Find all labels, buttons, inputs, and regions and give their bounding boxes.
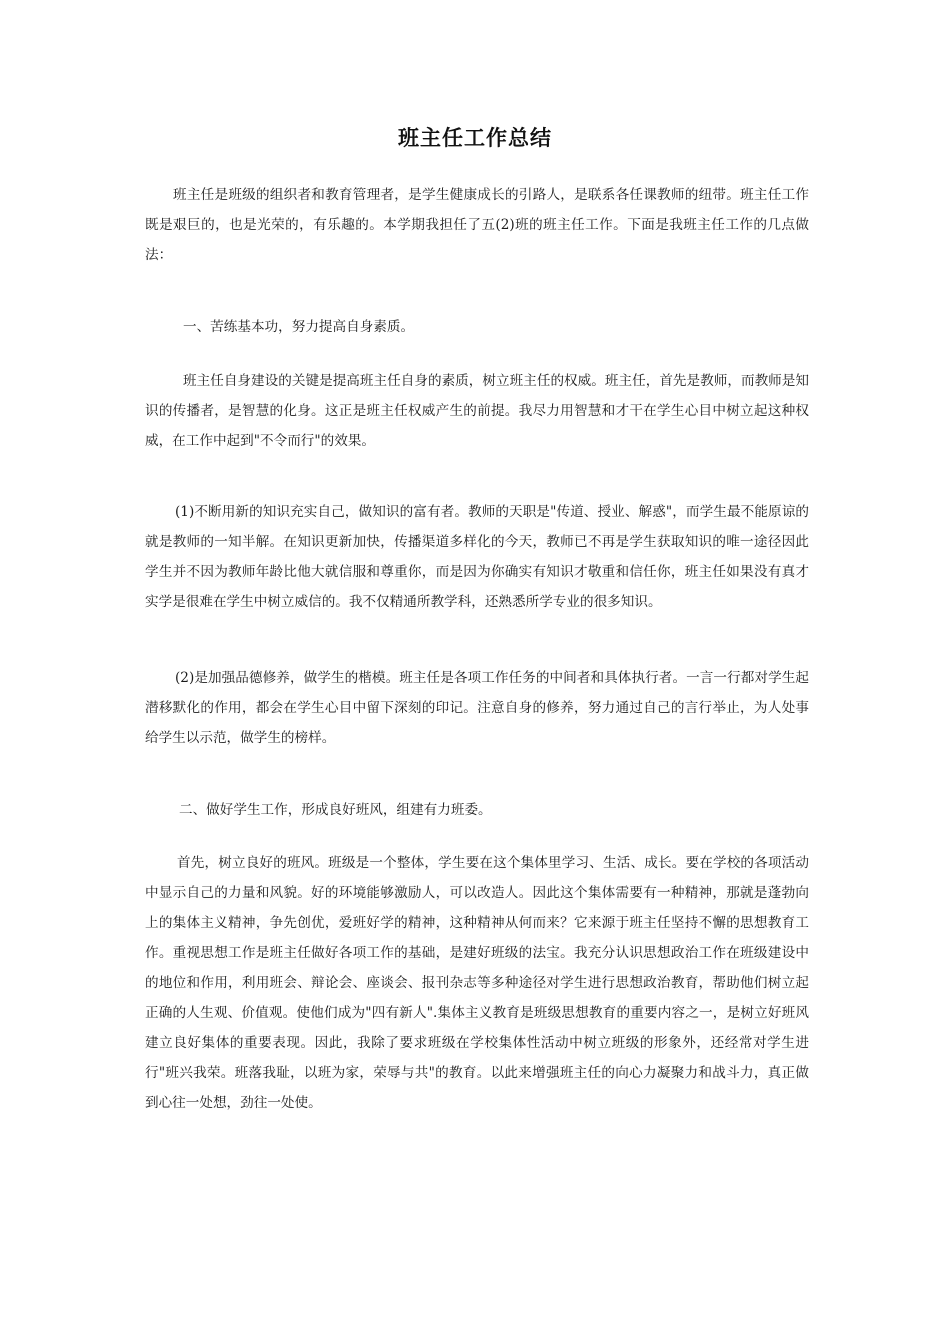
paragraph-authority: 班主任自身建设的关键是提高班主任自身的素质，树立班主任的权威。班主任，首先是教师，而教师是知识的传播者，是智慧的化身。这正是班主任权威产生的前提。我尽力用智慧和才干在学生心目中树立起这种权威，在工作中起到"不令而行"的效果。 bbox=[145, 373, 809, 449]
paragraph-knowledge: (1)不断用新的知识充实自己，做知识的富有者。教师的天职是"传道、授业、解惑"，而学生最不能原谅的就是教师的一知半解。在知识更新加快，传播渠道多样化的今天，教师已不再是学生获取知识的唯一途径因此学生并不因为教师年龄比他大就信服和尊重你，而是因为你确实有知识才敬重和信任你，班主任如果没有真才实学是很难在学生中树立威信的。我不仅精通所教学科，还熟悉所学专业的很多知识。 bbox=[145, 504, 809, 610]
paragraph-morality: (2)是加强品德修养，做学生的楷模。班主任是各项工作任务的中间者和具体执行者。一言一行都对学生起潜移默化的作用，都会在学生心目中留下深刻的印记。注意自身的修养，努力通过自己的言行举止，为人处事给学生以示范，做学生的榜样。 bbox=[145, 670, 809, 746]
paragraph-class-spirit: 首先，树立良好的班风。班级是一个整体，学生要在这个集体里学习、生活、成长。要在学校的各项活动中显示自己的力量和风貌。好的环境能够激励人，可以改造人。因此这个集体需要有一种精神，那就是蓬勃向上的集体主义精神，争先创优，爱班好学的精神，这种精神从何而来？它来源于班主任坚持不懈的思想教育工作。重视思想工作是班主任做好各项工作的基础，是建好班级的法宝。我充分认识思想政治工作在班级建设中的地位和作用，利用班会、辩论会、座谈会、报刊杂志等多种途径对学生进行思想政治教育，帮助他们树立起正确的人生观、价值观。使他们成为"四有新人".集体主义教育是班级思想教育的重要内容之一，是树立好班风建立良好集体的重要表现。因此，我除了要求班级在学校集体性活动中树立班级的形象外，还经常对学生进行"班兴我荣。班落我耻，以班为家，荣辱与共"的教育。以此来增强班主任的向心力凝聚力和战斗力，真正做到心往一处想，劲往一处使。 bbox=[145, 855, 809, 1111]
section-heading-1: 一、苦练基本功，努力提高自身素质。 bbox=[183, 319, 415, 335]
intro-paragraph: 班主任是班级的组织者和教育管理者，是学生健康成长的引路人，是联系各任课教师的纽带。班主任工作既是艰巨的，也是光荣的，有乐趣的。本学期我担任了五(2)班的班主任工作。下面是我班主任工作的几点做法： bbox=[145, 187, 809, 263]
document-title: 班主任工作总结 bbox=[398, 126, 552, 150]
section-heading-2: 二、做好学生工作，形成良好班风，组建有力班委。 bbox=[179, 802, 492, 818]
